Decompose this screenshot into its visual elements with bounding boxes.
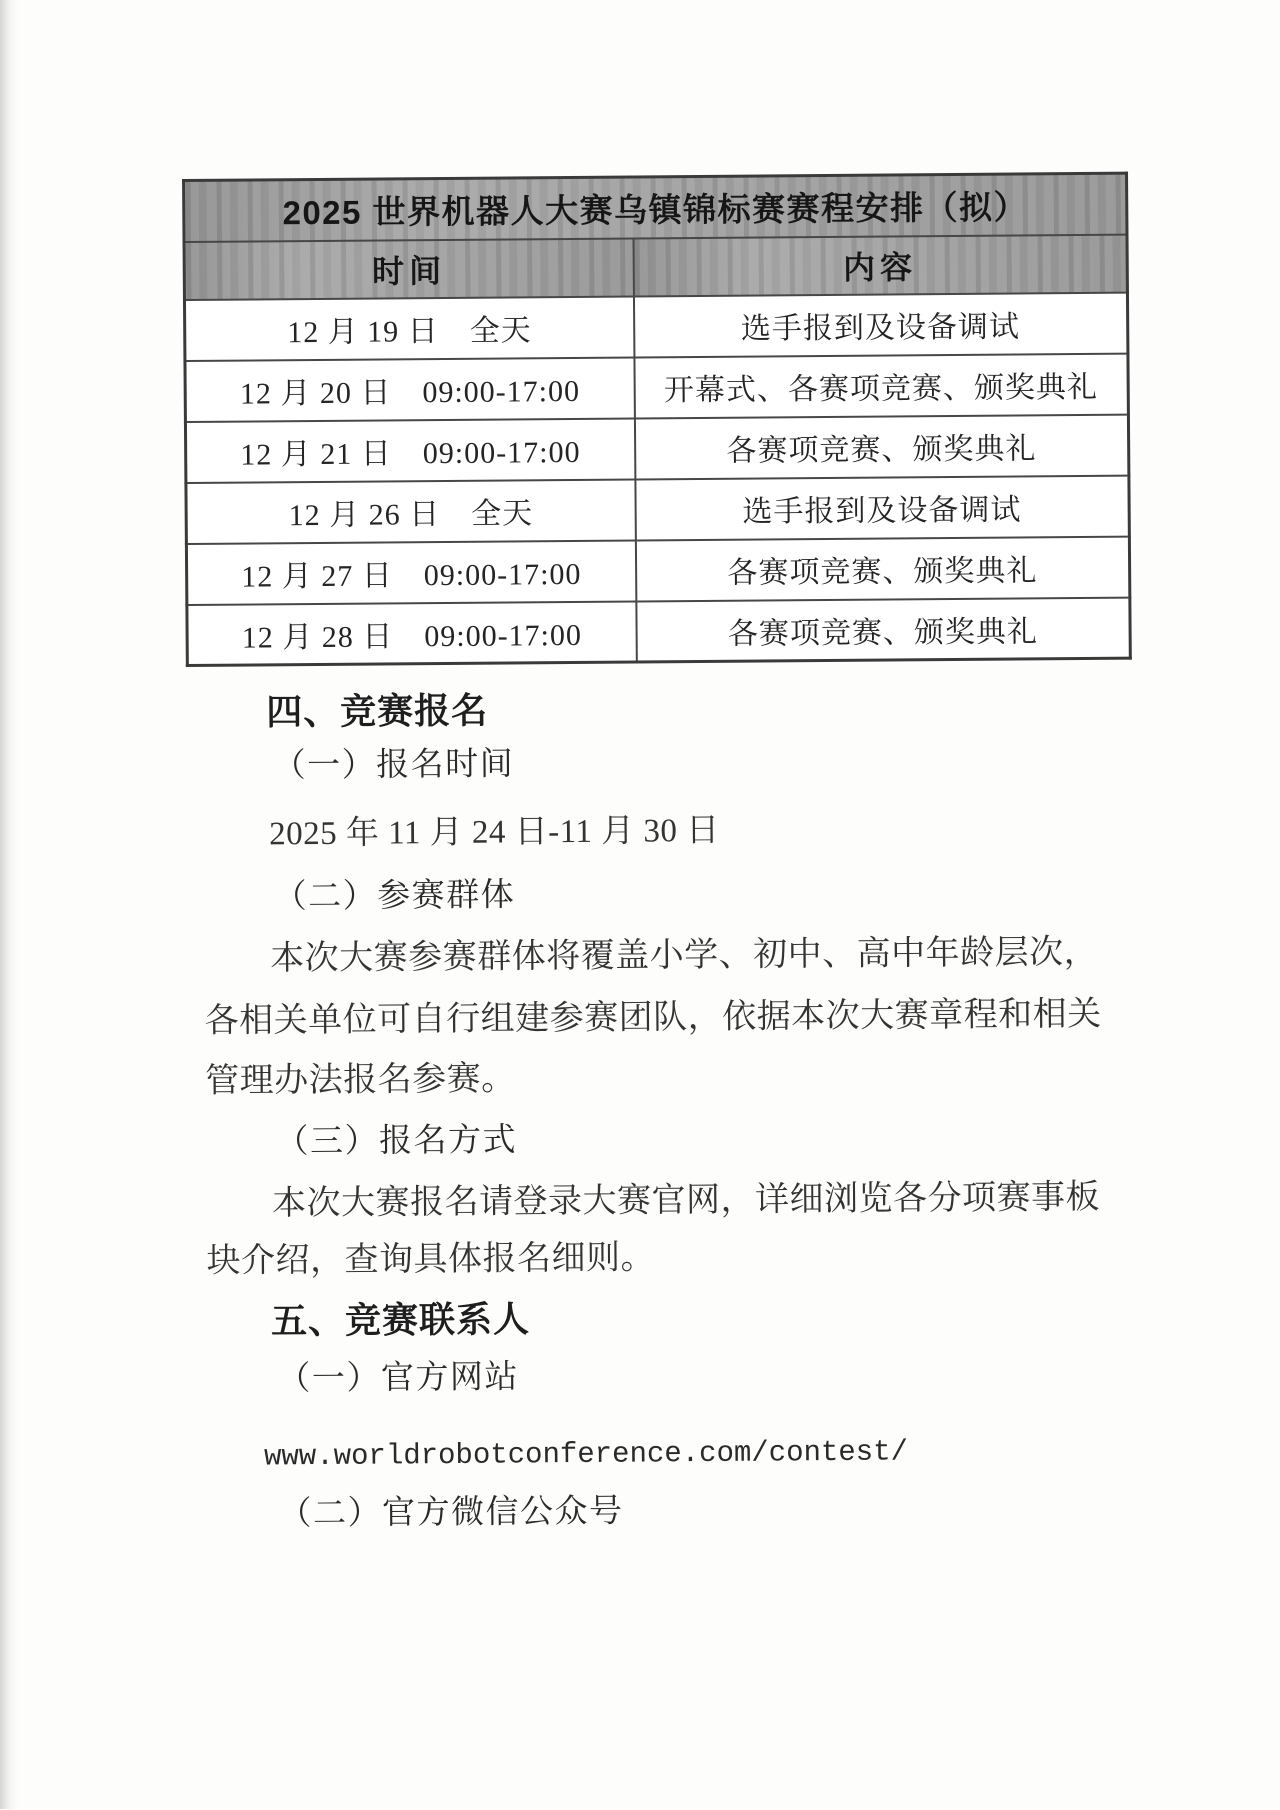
table-row xyxy=(185,353,1128,421)
content-cell: 各赛项竞赛、颁奖典礼 xyxy=(636,597,1130,662)
table-row xyxy=(186,536,1129,604)
official-website-url: www.worldrobotconference.com/contest/ xyxy=(263,1435,909,1474)
time-cell: 12 月 27 日 09:00-17:00 xyxy=(186,540,635,605)
time-cell: 12 月 19 日 全天 xyxy=(184,296,633,361)
time-cell: 12 月 21 日 09:00-17:00 xyxy=(185,418,634,483)
table-row xyxy=(186,475,1129,543)
content-cell: 选手报到及设备调试 xyxy=(635,475,1129,540)
section-5-sub2-heading: （二）官方微信公众号 xyxy=(278,1493,624,1533)
content-cell: 各赛项竞赛、颁奖典礼 xyxy=(635,536,1129,601)
time-cell: 12 月 26 日 全天 xyxy=(186,479,635,544)
table-title-row xyxy=(184,173,1127,241)
registration-date: 2025 年 11 月 24 日-11 月 30 日 xyxy=(269,812,720,853)
paragraph-line: 块介绍，查询具体报名细则。 xyxy=(206,1239,656,1280)
section-4-heading: 四、竞赛报名 xyxy=(266,689,489,733)
table-row xyxy=(184,292,1127,360)
table-header-row xyxy=(184,234,1127,299)
section-4-sub3-heading: （三）报名方式 xyxy=(275,1122,518,1161)
content-cell: 选手报到及设备调试 xyxy=(633,292,1127,357)
time-cell: 12 月 28 日 09:00-17:00 xyxy=(187,601,636,666)
section-5-sub1-heading: （一）官方网站 xyxy=(277,1359,520,1398)
column-header-time: 时间 xyxy=(184,238,633,300)
paragraph-line: 本次大赛参赛群体将覆盖小学、初中、高中年龄层次， xyxy=(270,933,1099,978)
section-5-heading: 五、竞赛联系人 xyxy=(270,1298,531,1342)
paragraph-line: 管理办法报名参赛。 xyxy=(204,1060,516,1100)
section-4-sub1-heading: （一）报名时间 xyxy=(272,746,515,785)
column-header-content: 内容 xyxy=(633,234,1127,296)
table-row xyxy=(187,597,1130,665)
paragraph-line: 本次大赛报名请登录大赛官网，详细浏览各分项赛事板 xyxy=(271,1178,1101,1223)
section-4-sub2-heading: （二）参赛群体 xyxy=(273,877,516,916)
table-row xyxy=(185,414,1128,482)
content-cell: 各赛项竞赛、颁奖典礼 xyxy=(634,414,1128,479)
content-cell: 开幕式、各赛项竞赛、颁奖典礼 xyxy=(634,353,1128,418)
paragraph-line: 各相关单位可自行组建参赛团队，依据本次大赛章程和相关 xyxy=(204,995,1102,1040)
table-title: 2025 世界机器人大赛乌镇锦标赛赛程安排（拟） xyxy=(184,173,1127,241)
time-cell: 12 月 20 日 09:00-17:00 xyxy=(185,357,634,422)
schedule-table xyxy=(182,172,1132,667)
